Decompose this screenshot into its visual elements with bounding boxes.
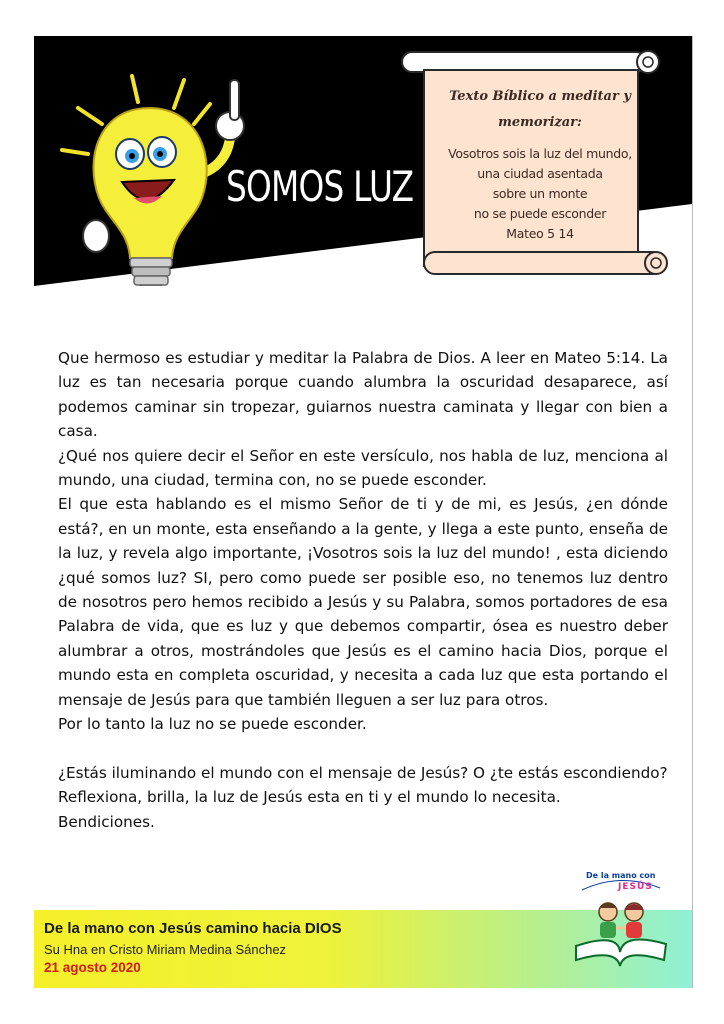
logo-text: De la mano con	[586, 871, 656, 880]
paragraph: ¿Qué nos quiere decir el Señor en este versículo, nos habla de luz, menciona al mundo, una ciudad, termina con, no se puede esconder.	[58, 446, 668, 490]
paragraph-spacer	[58, 737, 668, 761]
footer-date: 21 agosto 2020	[44, 960, 141, 975]
scroll-heading	[426, 84, 654, 136]
header-banner	[34, 36, 692, 286]
logo-text-jesus: JESÚS	[618, 882, 653, 892]
lightbulb-mascot-icon	[44, 58, 254, 286]
verse-line: sobre un monte	[492, 186, 588, 201]
paragraph: Que hermoso es estudiar y meditar la Palabra de Dios. A leer en Mateo 5:14. La luz es tan necesaria porque cuando alumbra la oscuridad desaparece, así podemos caminar sin tropezar, guiarnos nuestra caminata y llegar con bien a casa.	[58, 349, 668, 441]
page-title: SOMOS LUZ	[226, 162, 414, 211]
scroll-verse	[426, 144, 654, 244]
paragraph: Reflexiona, brilla, la luz de Jesús esta en ti y el mundo lo necesita.	[58, 788, 561, 807]
footer-author: Su Hna en Cristo Miriam Medina Sánchez	[44, 942, 287, 957]
scroll-content	[426, 84, 654, 244]
paragraph: Por lo tanto la luz no se puede esconder.	[58, 715, 367, 734]
paragraph: ¿Estás iluminando el mundo con el mensaje de Jesús? O ¿te estás escondiendo?	[58, 763, 668, 782]
verse-line: Vosotros sois la luz del mundo,	[448, 146, 632, 161]
verse-line: una ciudad asentada	[477, 166, 603, 181]
scroll-heading-line: Texto Bíblico a meditar y	[449, 89, 631, 104]
paragraph: Bendiciones.	[58, 812, 155, 831]
verse-line: Mateo 5 14	[506, 226, 574, 241]
verse-line: no se puede esconder	[473, 206, 607, 221]
page	[34, 36, 693, 988]
scroll-heading-line: memorizar:	[498, 115, 582, 130]
paragraph: El que esta hablando es el mismo Señor de ti y de mi, es Jesús, ¿en dónde está?, en un monte, esta enseñando a la gente, y llega a este punto, enseña de la luz, y revela algo importante, ¡Vosotros sois la luz del mundo! , esta diciendo ¿qué somos luz? SI, pero como puede ser posible eso, no tenemos luz dentro de nosotros pero hemos recibido a Jesús y su Palabra, somos portadores de esa Palabra de vida, que es luz y que debemos compartir, ósea es nuestro deber alumbrar a otros, mostrándoles que Jesús es el camino hacia Dios, porque el mundo esta en completa oscuridad, y necesita a cada luz que esta portando el mensaje de Jesús para que también lleguen a ser luz para otros.	[58, 495, 668, 709]
body-text	[58, 346, 668, 834]
footer-title: De la mano con Jesús camino hacia DIOS	[44, 920, 342, 937]
